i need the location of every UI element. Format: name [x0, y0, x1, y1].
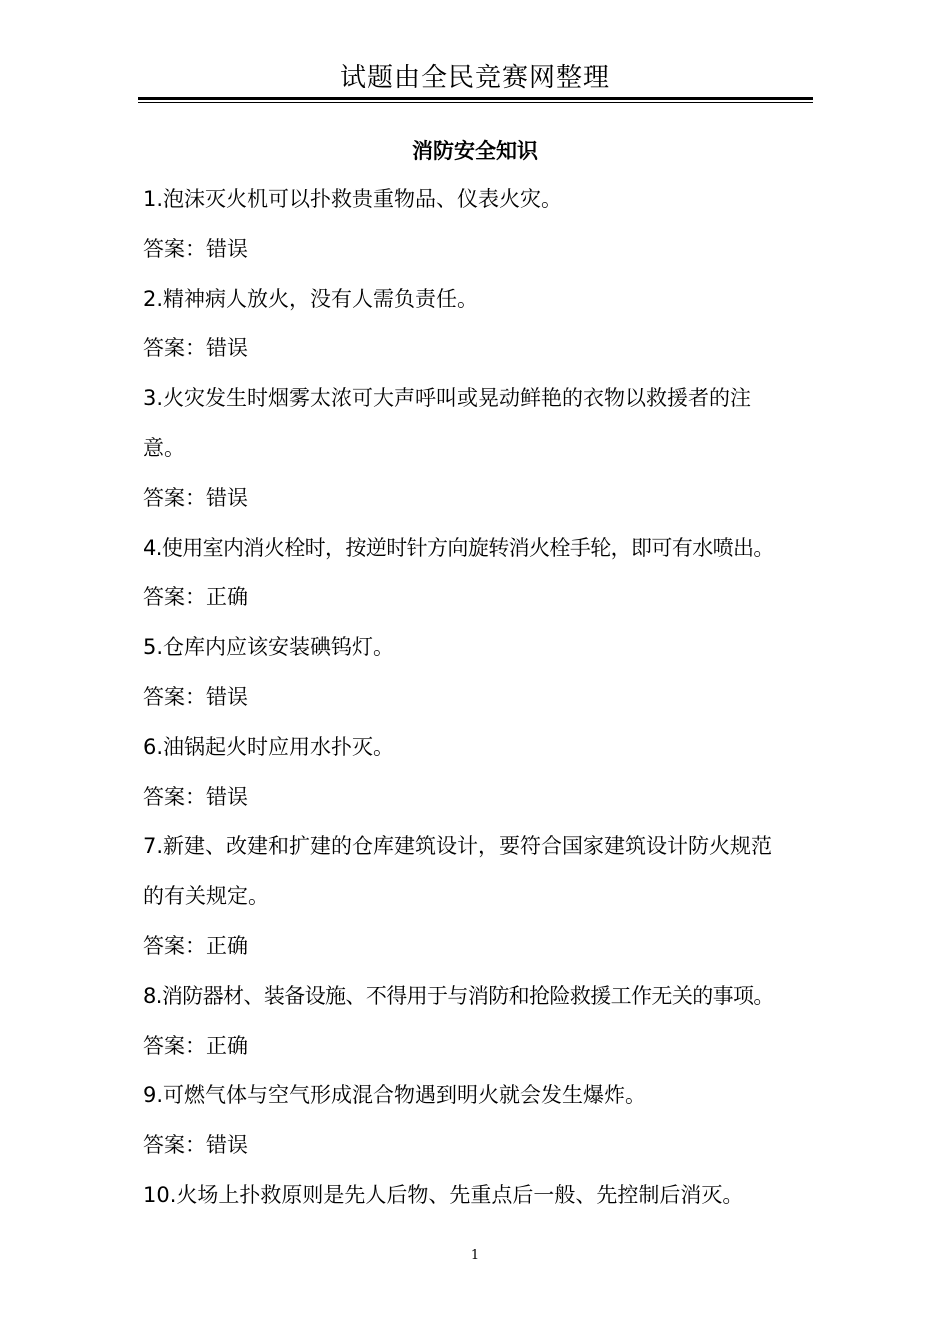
- question-7-line-1: 7.新建、改建和扩建的仓库建筑设计，要符合国家建筑设计防火规范: [143, 834, 773, 859]
- question-6: 6.油锅起火时应用水扑灭。: [143, 734, 395, 759]
- question-7-line-2: 的有关规定。: [143, 884, 269, 909]
- answer-8: 答案：正确: [143, 1033, 248, 1058]
- page-header: 试题由全民竞赛网整理: [339, 63, 610, 93]
- answer-5: 答案：错误: [143, 684, 248, 709]
- question-1: 1.泡沫灭火机可以扑救贵重物品、仪表火灾。: [143, 187, 563, 211]
- answer-7: 答案：正确: [143, 933, 248, 958]
- question-3-line-2: 意。: [143, 435, 185, 460]
- question-2: 2.精神病人放火，没有人需负责任。: [143, 286, 479, 311]
- question-9: 9.可燃气体与空气形成混合物遇到明火就会发生爆炸。: [143, 1083, 647, 1108]
- question-5: 5.仓库内应该安装碘钨灯。: [143, 635, 395, 660]
- document-title: 消防安全知识: [412, 139, 538, 163]
- question-10: 10.火场上扑救原则是先人后物、先重点后一般、先控制后消灭。: [143, 1182, 744, 1207]
- question-8: 8.消防器材、装备设施、不得用于与消防和抢险救援工作无关的事项。: [143, 983, 774, 1008]
- answer-4: 答案：正确: [143, 585, 248, 610]
- header-divider-thick: [138, 97, 813, 100]
- question-3-line-1: 3.火灾发生时烟雾太浓可大声呼叫或晃动鲜艳的衣物以救援者的注: [143, 386, 752, 411]
- answer-2: 答案：错误: [143, 336, 248, 361]
- answer-6: 答案：错误: [143, 784, 248, 809]
- header-divider-thin: [138, 102, 813, 103]
- page-number: 1: [470, 1248, 480, 1263]
- question-4: 4.使用室内消火栓时，按逆时针方向旋转消火栓手轮，即可有水喷出。: [143, 535, 774, 560]
- document-body: [143, 175, 813, 1221]
- answer-9: 答案：错误: [143, 1133, 248, 1158]
- answer-3: 答案：错误: [143, 485, 248, 510]
- answer-1: 答案：错误: [143, 236, 248, 261]
